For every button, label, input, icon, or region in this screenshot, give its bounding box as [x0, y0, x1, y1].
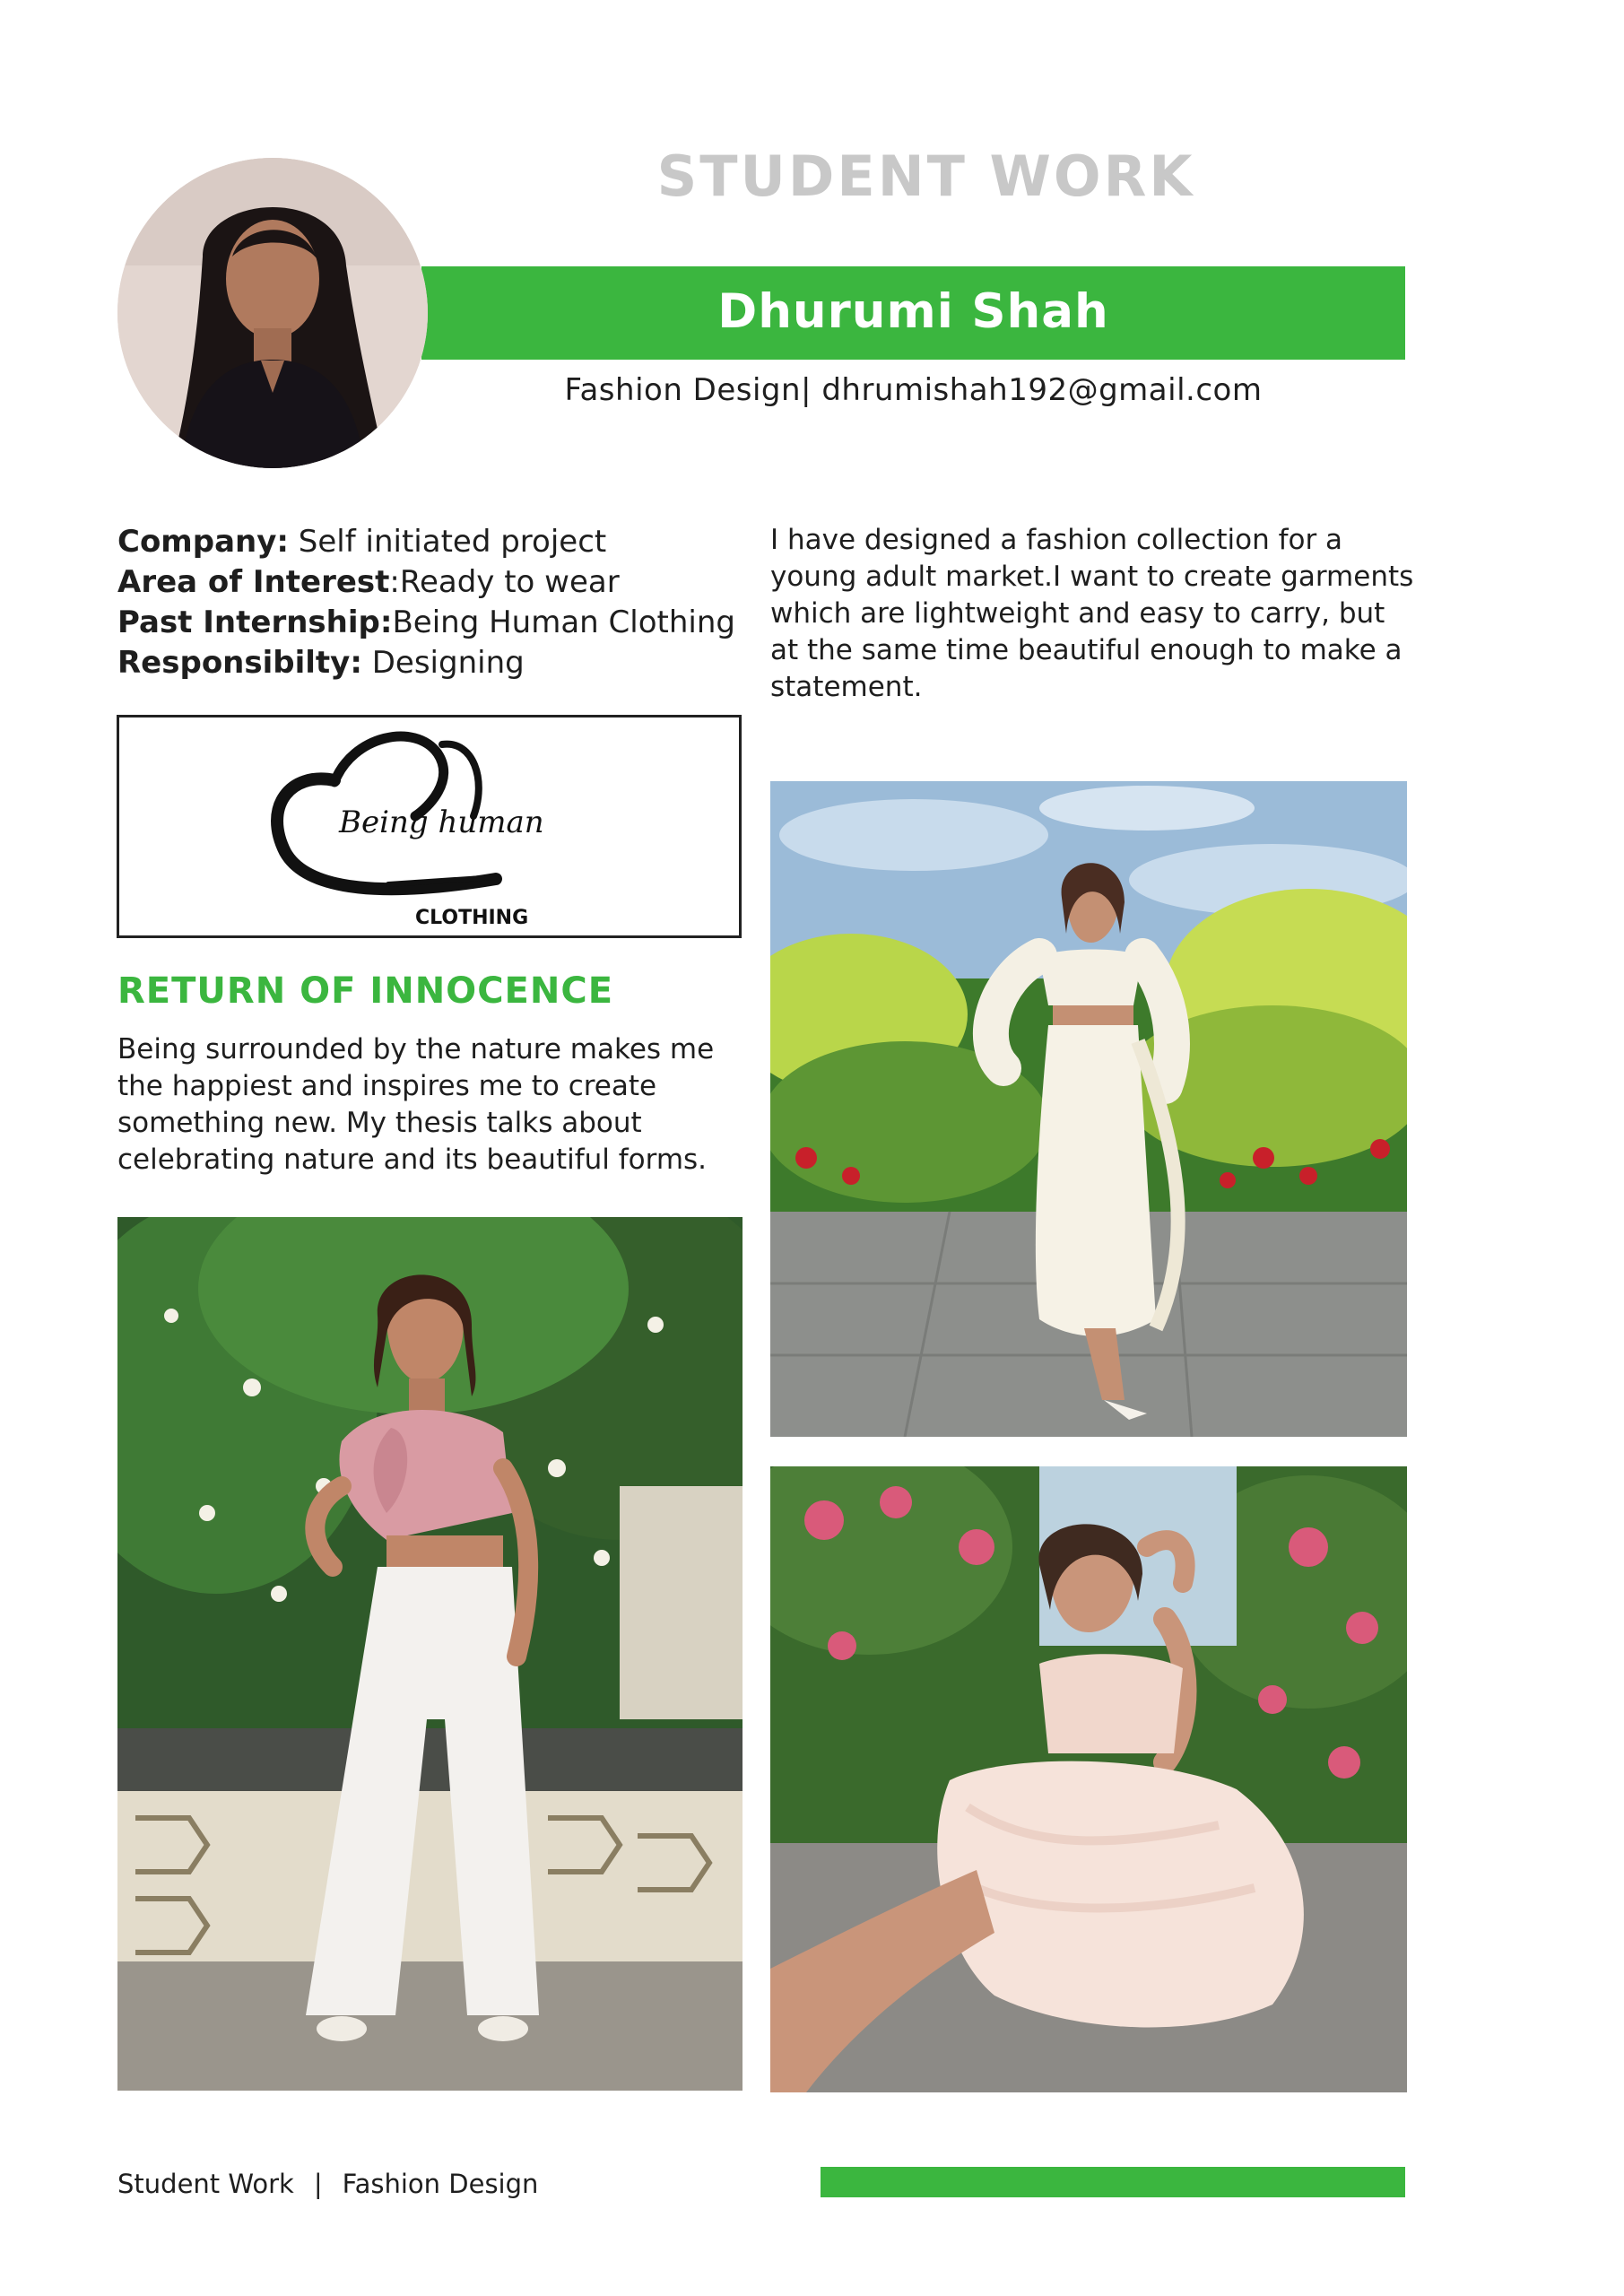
photo-pink-ruffle-image [117, 1217, 743, 2091]
company-logo [117, 715, 742, 938]
logo-subtext: CLOTHING [415, 907, 529, 929]
logo-wordmark: Being human [339, 804, 544, 840]
page-title: STUDENT WORK [656, 144, 1195, 209]
being-human-logo [119, 718, 739, 935]
responsibility-label: Responsibilty: [117, 645, 362, 681]
collection-title: RETURN OF INNOCENCE [117, 970, 614, 1012]
design-statement: I have designed a fashion collection for a young adult market.I want to create garments which are lightweight and easy to carry, but at the same time beautiful enough to make a statement. [770, 524, 1414, 703]
company-value: Self initiated project [288, 524, 607, 560]
portrait-image [117, 158, 428, 468]
interest-label: Area of Interest [117, 564, 390, 600]
internship-value: Being Human Clothing [392, 604, 735, 640]
footer-right: Fashion Design [342, 2169, 539, 2199]
student-info [117, 522, 763, 683]
look-photo-white-ruffle-skirt [770, 781, 1407, 1437]
student-portrait [117, 158, 428, 468]
name-banner [421, 266, 1405, 360]
photo-pink-organza-image [770, 1466, 1407, 2092]
student-contact: Fashion Design| dhrumishah192@gmail.com [564, 372, 1263, 408]
internship-row [117, 603, 763, 643]
footer-left: Student Work [117, 2169, 294, 2199]
photo-white-skirt-image [770, 781, 1407, 1437]
responsibility-value: Designing [361, 645, 525, 681]
footer-caption [117, 2169, 538, 2199]
interest-value: :Ready to wear [389, 564, 620, 600]
look-photo-pink-ruffle [117, 1217, 743, 2091]
responsibility-row [117, 643, 763, 683]
student-name: Dhurumi Shah [717, 284, 1109, 339]
company-row [117, 522, 763, 562]
internship-label: Past Internship: [117, 604, 393, 640]
interest-row [117, 562, 763, 603]
collection-description: Being surrounded by the nature makes me the happiest and inspires me to create something new. My thesis talks about celebrating nature and its beautiful forms. [117, 1033, 715, 1176]
footer-separator: | [313, 2169, 323, 2199]
company-label: Company: [117, 524, 289, 560]
look-photo-pink-organza [770, 1466, 1407, 2092]
footer-accent-bar [821, 2167, 1405, 2197]
